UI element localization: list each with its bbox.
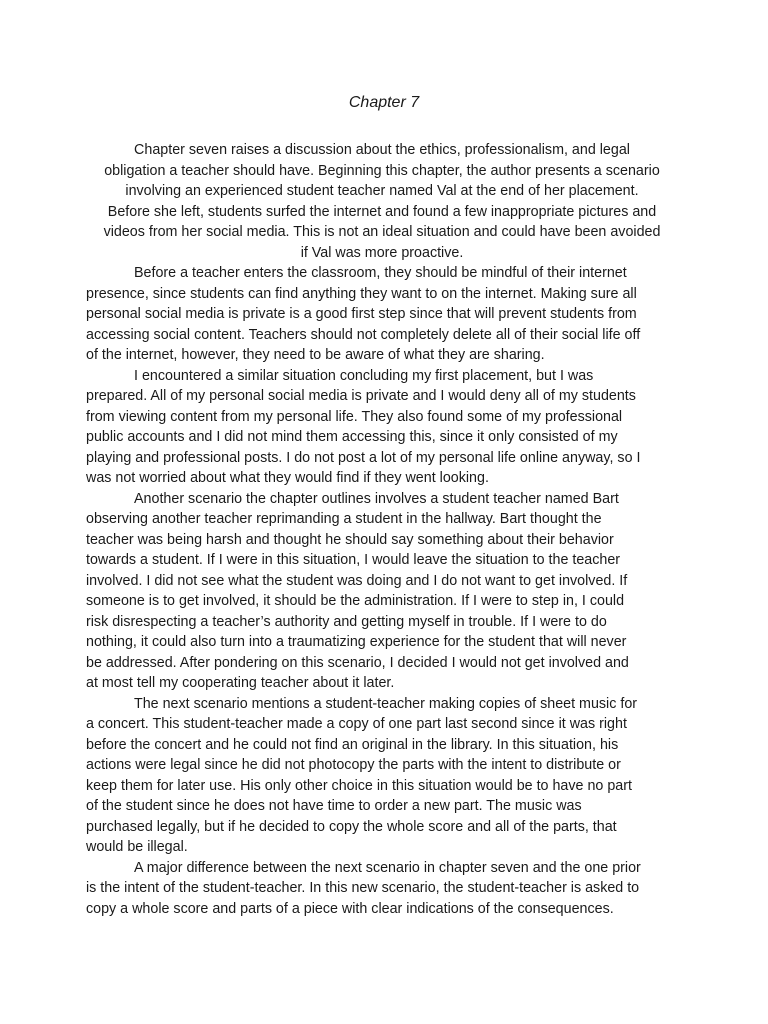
text-line: was not worried about what they would find if they went looking.	[86, 470, 489, 486]
text-line: Chapter seven raises a discussion about the ethics, professionalism, and legal	[134, 142, 630, 158]
paragraph-4	[86, 489, 678, 694]
text-line: A major difference between the next scenario in chapter seven and the one prior	[134, 859, 641, 876]
text-line: Before she left, students surfed the internet and found a few inappropriate pictures and	[107, 203, 657, 220]
text-line: observing another teacher reprimanding a student in the hallway. Bart thought the	[86, 511, 602, 527]
text-line: purchased legally, but if he decided to copy the whole score and all of the parts, that	[86, 818, 617, 835]
text-line: would be illegal.	[86, 839, 188, 855]
text-line: accessing social content. Teachers should not completely delete all of their social life off	[86, 326, 641, 343]
text-line: if Val was more proactive.	[300, 244, 464, 261]
chapter-title: Chapter 7	[348, 94, 420, 111]
text-line: actions were legal since he did not photocopy the parts with the intent to distribute or	[86, 757, 621, 773]
document-body	[86, 140, 678, 919]
text-line: risk disrespecting a teacher’s authority and getting myself in trouble. If I were to do	[86, 613, 607, 630]
text-line: before the concert and he could not find an original in the library. In this situation, his	[86, 736, 619, 753]
text-line: towards a student. If I were in this situation, I would leave the situation to the teacher	[86, 552, 621, 568]
paragraph-3	[86, 366, 678, 489]
text-line: personal social media is private is a good first step since that will prevent students from	[86, 306, 637, 322]
text-line: prepared. All of my personal social media is private and I would deny all of my students	[86, 388, 636, 404]
text-line: nothing, it could also turn into a traumatizing experience for the student that will never	[86, 634, 627, 650]
text-line: a concert. This student-teacher made a copy of one part last second since it was right	[86, 716, 627, 732]
text-line: Another scenario the chapter outlines involves a student teacher named Bart	[134, 490, 619, 507]
paragraph-6	[86, 858, 678, 920]
text-line: of the student since he does not have time to order a new part. The music was	[86, 798, 582, 814]
text-line: videos from her social media. This is not an ideal situation and could have been avoided	[103, 224, 661, 240]
text-line: keep them for later use. His only other choice in this situation would be to have no part	[86, 777, 632, 794]
text-line: of the internet, however, they need to be aware of what they are sharing.	[86, 347, 545, 363]
paragraph-1	[86, 140, 678, 263]
text-line: I encountered a similar situation concluding my first placement, but I was	[134, 367, 594, 384]
text-line: involving an experienced student teacher named Val at the end of her placement.	[125, 183, 639, 199]
text-line: playing and professional posts. I do not post a lot of my personal life online anyway, so I	[86, 449, 641, 466]
text-line: is the intent of the student-teacher. In this new scenario, the student-teacher is asked to	[86, 880, 640, 896]
text-line: at most tell my cooperating teacher about it later.	[86, 675, 395, 691]
paragraph-5	[86, 694, 678, 858]
text-line: The next scenario mentions a student-teacher making copies of sheet music for	[134, 695, 638, 712]
text-line: copy a whole score and parts of a piece with clear indications of the consequences.	[86, 900, 614, 917]
text-line: teacher was being harsh and thought he should say something about their behavior	[86, 531, 614, 548]
text-line: obligation a teacher should have. Beginning this chapter, the author presents a scenario	[104, 162, 660, 179]
text-line: Before a teacher enters the classroom, they should be mindful of their internet	[134, 265, 627, 281]
text-line: from viewing content from my personal life. They also found some of my professional	[86, 408, 623, 425]
text-line: involved. I did not see what the student was doing and I do not want to get involved. If	[86, 572, 628, 589]
text-line: public accounts and I did not mind them accessing this, since it only consisted of my	[86, 429, 618, 445]
text-line: be addressed. After pondering on this scenario, I decided I would not get involved and	[86, 654, 629, 671]
paragraph-2	[86, 263, 678, 366]
text-line: presence, since students can find anything they want to on the internet. Making sure all	[86, 285, 637, 302]
text-line: someone is to get involved, it should be the administration. If I were to step in, I could	[86, 593, 625, 609]
